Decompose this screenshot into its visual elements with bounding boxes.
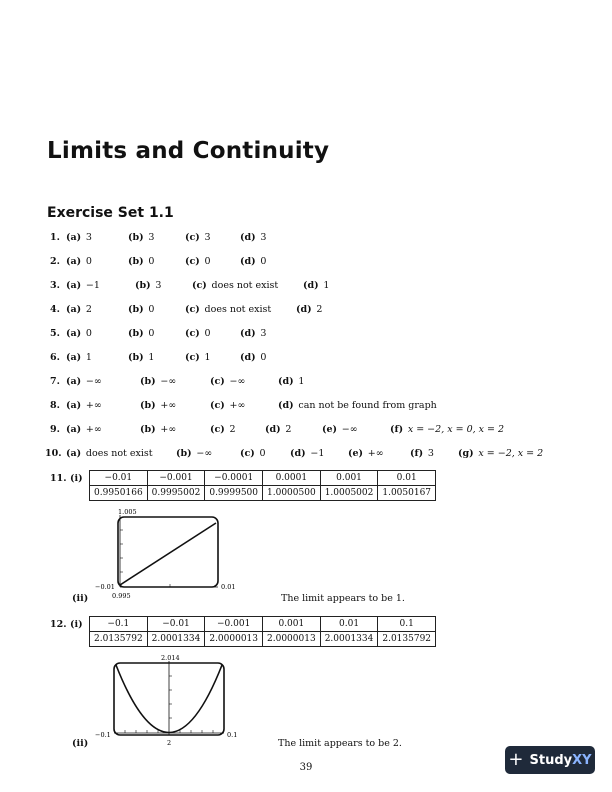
answer-part [66, 304, 92, 315]
table-cell: 0.01 [378, 471, 436, 486]
part-label: (d) [303, 280, 319, 291]
part-label: (b) [140, 376, 156, 387]
answer-part [128, 256, 154, 267]
part-value: +∞ [229, 400, 246, 411]
graph-xmin-label: −0.01 [95, 583, 115, 591]
part-label: (c) [185, 256, 200, 267]
part-label: (d) [265, 424, 281, 435]
answer-part [240, 256, 266, 267]
part-value: 3 [427, 448, 434, 459]
graph-curve [120, 523, 216, 585]
part-value: +∞ [160, 400, 177, 411]
part-value: 2 [316, 304, 323, 315]
part-value: 0 [204, 328, 211, 339]
answer-part [322, 424, 358, 435]
part-value: +∞ [160, 424, 177, 435]
answer-part [210, 376, 245, 387]
answer-part [128, 304, 154, 315]
part-label: (a) [66, 304, 82, 315]
y-ticks [169, 676, 172, 718]
answer-row [0, 376, 612, 390]
answer-part [185, 304, 271, 315]
part-label: (b) [128, 328, 144, 339]
table-cell: −0.1 [90, 617, 148, 632]
part-label: (a) [66, 328, 82, 339]
part-label: (a) [66, 400, 82, 411]
exercise-number: 1. [50, 232, 60, 243]
graph-xmin-label: −0.1 [95, 731, 111, 739]
answer-part [410, 448, 434, 459]
graph-12 [90, 652, 250, 752]
table-cell: −0.01 [147, 617, 205, 632]
part-value: 0 [260, 256, 267, 267]
part-label: (c) [210, 424, 225, 435]
part-label: (ii) [72, 738, 89, 749]
answer-part [390, 424, 504, 435]
table-cell: 0.9999500 [205, 486, 263, 501]
answer-part [210, 424, 236, 435]
table-row [90, 471, 436, 486]
part-value: 1 [204, 352, 211, 363]
answer-row [0, 424, 612, 438]
part-label: (a) [66, 352, 82, 363]
graph-ymin-label: 0.995 [112, 592, 131, 600]
part-value: 2 [85, 304, 92, 315]
part-label: (c) [210, 376, 225, 387]
part-label: (d) [296, 304, 312, 315]
part-value: does not exist [85, 448, 153, 459]
part-label: (a) [66, 376, 82, 387]
answer-part [265, 424, 291, 435]
part-value: 0 [260, 352, 267, 363]
table-cell: 0.001 [263, 617, 321, 632]
part-value: +∞ [367, 448, 384, 459]
graph-xmax-label: 0.01 [221, 583, 236, 591]
answer-part [192, 280, 278, 291]
part-value: 2 [285, 424, 292, 435]
part-label: (d) [240, 256, 256, 267]
answer-part [176, 448, 212, 459]
exercise-number: 8. [50, 400, 60, 411]
values-table-11 [89, 470, 436, 501]
part-value: +∞ [85, 400, 102, 411]
part-value: 2 [229, 424, 236, 435]
answer-row [0, 280, 612, 294]
part-value: 1 [323, 280, 330, 291]
graph-ymax-label: 2.014 [161, 654, 180, 662]
part-label: (b) [135, 280, 151, 291]
part-label: (f) [410, 448, 424, 459]
part-label: (c) [192, 280, 207, 291]
answer-part [66, 232, 92, 243]
part-value: 0 [259, 448, 266, 459]
answer-part [240, 448, 266, 459]
answer-part [240, 352, 266, 363]
part-label: (a) [66, 280, 82, 291]
part-value: 1 [85, 352, 92, 363]
part-label: (f) [390, 424, 404, 435]
part-value: does not exist [204, 304, 272, 315]
part-label: (d) [278, 400, 294, 411]
answer-part [140, 400, 176, 411]
part-label: (d) [240, 328, 256, 339]
answer-part [66, 400, 102, 411]
part-value: −1 [85, 280, 100, 291]
part-value: does not exist [211, 280, 279, 291]
table-cell: 0.9950166 [90, 486, 148, 501]
page-number: 39 [299, 762, 313, 773]
table-cell: 1.0000500 [263, 486, 321, 501]
part-value: 1 [148, 352, 155, 363]
table-cell: 1.0005002 [320, 486, 378, 501]
answer-part [128, 352, 154, 363]
part-label: (b) [128, 304, 144, 315]
part-label: (e) [348, 448, 364, 459]
answer-row [0, 400, 612, 414]
answer-part [185, 352, 211, 363]
exercise-number: 5. [50, 328, 60, 339]
part-label: (b) [140, 400, 156, 411]
values-table-12 [89, 616, 436, 647]
part-label: (i) [70, 473, 83, 484]
part-value: can not be found from graph [298, 400, 437, 411]
part-value: 3 [148, 232, 155, 243]
answer-row [0, 352, 612, 366]
part-label: (c) [240, 448, 255, 459]
table-row [90, 617, 436, 632]
part-value: +∞ [85, 424, 102, 435]
part-value: x = −2, x = 2 [478, 448, 544, 459]
part-label: (a) [66, 424, 82, 435]
table-cell: −0.0001 [205, 471, 263, 486]
graph-11 [90, 505, 250, 605]
answer-part [66, 256, 92, 267]
answer-part [66, 376, 102, 387]
answer-part [185, 256, 211, 267]
exercise-number: 12. [50, 619, 67, 630]
exercise-number: 6. [50, 352, 60, 363]
table-cell: 2.0000013 [263, 632, 321, 647]
exercise-number: 4. [50, 304, 60, 315]
part-label: (g) [458, 448, 474, 459]
table-cell: 2.0001334 [147, 632, 205, 647]
table-cell: −0.001 [147, 471, 205, 486]
part-label: (b) [176, 448, 192, 459]
part-label: (e) [322, 424, 338, 435]
answer-part [140, 376, 176, 387]
answer-part [185, 232, 211, 243]
answer-part [290, 448, 324, 459]
table-row [90, 632, 436, 647]
exercise-number: 3. [50, 280, 60, 291]
answer-row [0, 232, 612, 246]
answer-part [66, 424, 102, 435]
answer-part [66, 448, 153, 459]
table-cell: 0.0001 [263, 471, 321, 486]
part-label: (a) [66, 256, 82, 267]
table-cell: 2.0001334 [320, 632, 378, 647]
part-value: 3 [260, 328, 267, 339]
exercise-number: 11. [50, 473, 67, 484]
part-label: (c) [185, 304, 200, 315]
table-cell: 2.0000013 [205, 632, 263, 647]
part-label: (b) [128, 256, 144, 267]
table-cell: 0.9995002 [147, 486, 205, 501]
answer-part [303, 280, 329, 291]
part-value: −∞ [229, 376, 246, 387]
part-value: 0 [148, 256, 155, 267]
answer-part [278, 400, 437, 411]
section-title: Exercise Set 1.1 [47, 205, 174, 221]
answer-part [140, 424, 176, 435]
part-label: (b) [128, 232, 144, 243]
part-label: (b) [140, 424, 156, 435]
part-value: 3 [260, 232, 267, 243]
answer-part [240, 232, 266, 243]
studyxy-badge[interactable] [505, 746, 595, 774]
answer-row [0, 304, 612, 318]
answer-part [348, 448, 384, 459]
exercise-number: 2. [50, 256, 60, 267]
part-label: (c) [185, 352, 200, 363]
chapter-title: Limits and Continuity [47, 138, 330, 164]
answer-part [128, 232, 154, 243]
part-value: 0 [85, 256, 92, 267]
answer-part [458, 448, 543, 459]
part-label: (d) [290, 448, 306, 459]
answer-part [135, 280, 161, 291]
part-value: 0 [148, 328, 155, 339]
part-label: (a) [66, 448, 82, 459]
table-cell: 2.0135792 [90, 632, 148, 647]
part-label: (c) [210, 400, 225, 411]
limit-caption-12: The limit appears to be 2. [278, 738, 402, 749]
answer-row [0, 448, 612, 462]
part-label: (b) [128, 352, 144, 363]
part-label: (a) [66, 232, 82, 243]
part-label: (ii) [72, 593, 89, 604]
table-cell: −0.01 [90, 471, 148, 486]
part-value: 1 [298, 376, 305, 387]
table-row [90, 486, 436, 501]
table-cell: 2.0135792 [378, 632, 436, 647]
part-value: 3 [85, 232, 92, 243]
answer-part [278, 376, 304, 387]
graph-xmax-label: 0.1 [227, 731, 238, 739]
part-label: (c) [185, 328, 200, 339]
part-value: −∞ [341, 424, 358, 435]
part-value: −∞ [85, 376, 102, 387]
table-cell: 1.0050167 [378, 486, 436, 501]
part-label: (d) [240, 232, 256, 243]
exercise-number: 9. [50, 424, 60, 435]
part-label: (d) [278, 376, 294, 387]
answer-row [0, 256, 612, 270]
answer-part [296, 304, 322, 315]
answer-part [240, 328, 266, 339]
part-value: −1 [310, 448, 325, 459]
answer-part [66, 280, 100, 291]
answer-row [0, 328, 612, 342]
table-cell: 0.001 [320, 471, 378, 486]
part-value: −∞ [160, 376, 177, 387]
answer-part [66, 352, 92, 363]
graph-ymin-label: 2 [167, 739, 172, 747]
exercise-number: 10. [45, 448, 62, 459]
part-value: 0 [204, 256, 211, 267]
part-value: 3 [204, 232, 211, 243]
graph-ymax-label: 1.005 [118, 508, 137, 516]
part-label: (c) [185, 232, 200, 243]
table-cell: 0.1 [378, 617, 436, 632]
part-label: (d) [240, 352, 256, 363]
badge-logo-text: StudyXY [529, 752, 592, 768]
answer-part [185, 328, 211, 339]
answer-part [66, 328, 92, 339]
part-value: 3 [155, 280, 162, 291]
part-value: −∞ [196, 448, 213, 459]
part-label: (i) [70, 619, 83, 630]
plus-icon: + [508, 749, 524, 770]
answer-part [128, 328, 154, 339]
table-cell: 0.01 [320, 617, 378, 632]
part-value: 0 [85, 328, 92, 339]
table-cell: −0.001 [205, 617, 263, 632]
answer-part [210, 400, 245, 411]
part-value: 0 [148, 304, 155, 315]
part-value: x = −2, x = 0, x = 2 [407, 424, 505, 435]
limit-caption-11: The limit appears to be 1. [281, 593, 405, 604]
exercise-number: 7. [50, 376, 60, 387]
